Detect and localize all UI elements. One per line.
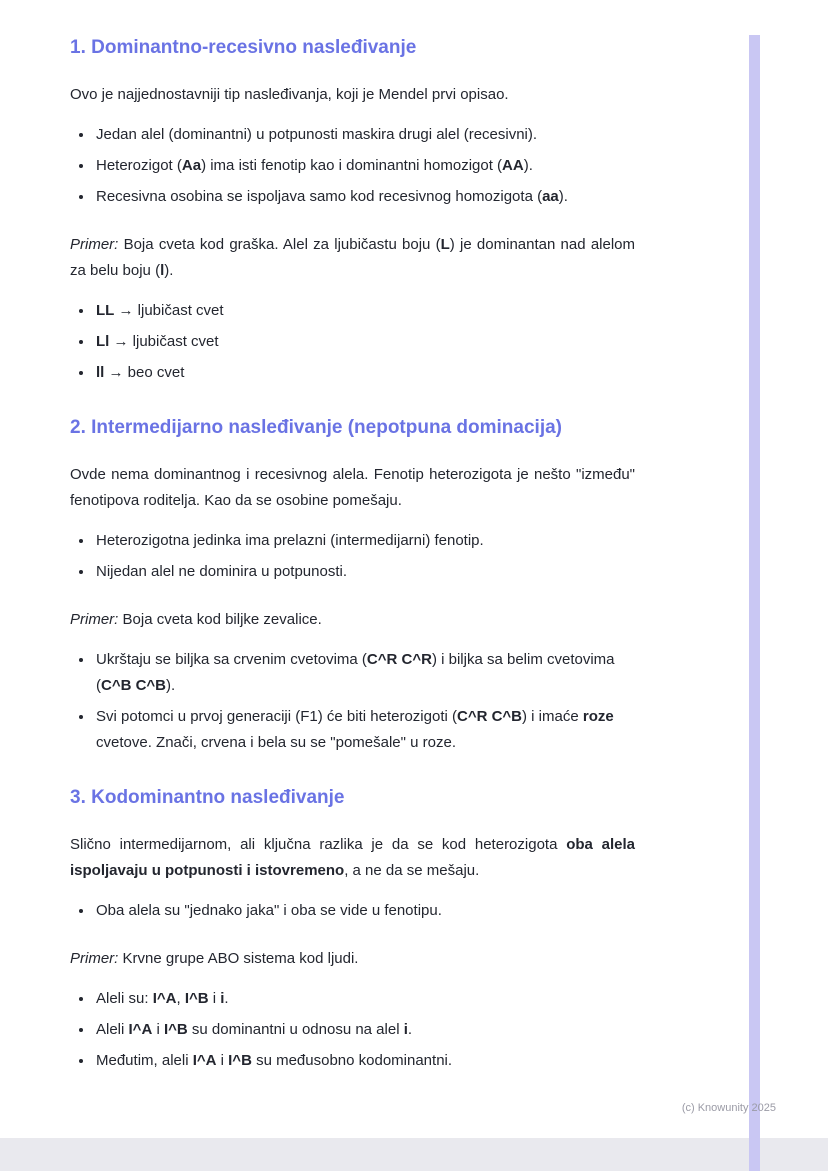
document-content	[70, 36, 635, 1079]
bold-text: l	[160, 262, 165, 279]
list-item	[94, 298, 635, 324]
text-run: , a ne da se mešaju.	[344, 862, 480, 879]
paragraph	[70, 607, 635, 633]
text-run: Oba alela su "jednako jaka" i oba se vide u fenotipu.	[96, 902, 442, 919]
list-item	[94, 986, 635, 1012]
text-run: .	[407, 1021, 413, 1038]
bold-text: I^B	[228, 1052, 252, 1069]
bullet-list	[70, 898, 635, 924]
text-run: ) i biljka sa belim cvetovima (	[96, 651, 615, 694]
text-run: → beo cvet	[104, 364, 185, 381]
paragraph	[70, 832, 635, 884]
bullet-list	[70, 528, 635, 585]
italic-text: Primer:	[70, 950, 119, 967]
bold-text: roze	[582, 708, 614, 725]
text-run: Ukrštaju se biljka sa crvenim cvetovima (	[96, 651, 367, 668]
italic-text: Primer:	[70, 236, 119, 253]
text-run: i	[216, 1052, 229, 1069]
text-run: Heterozigotna jedinka ima prelazni (intermedijarni) fenotip.	[96, 532, 484, 549]
text-run: → ljubičast cvet	[109, 333, 219, 350]
text-run: ).	[558, 188, 568, 205]
section-heading	[70, 36, 635, 60]
text-run: i	[152, 1021, 164, 1038]
text-run: Ovo je najjednostavniji tip nasleđivanja, koji je Mendel prvi opisao.	[70, 86, 509, 103]
text-run: Međutim, aleli	[96, 1052, 193, 1069]
text-run: ) i imaće	[522, 708, 583, 725]
bold-text: Ll	[96, 333, 110, 350]
list-item	[94, 153, 635, 179]
list-item	[94, 360, 635, 386]
text-run: .	[224, 990, 229, 1007]
text-run: ).	[523, 157, 533, 174]
text-run: Heterozigot (	[96, 157, 182, 174]
bold-text: I^A	[152, 990, 177, 1007]
bold-text: L	[440, 236, 450, 253]
text-run: ).	[166, 677, 176, 694]
bold-text: i	[403, 1021, 408, 1038]
text-run: Krvne grupe ABO sistema kod ljudi.	[118, 950, 359, 967]
bullet-list	[70, 122, 635, 210]
text-run: Slično intermedijarnom, ali ključna razlika je da se kod heterozigota	[70, 836, 567, 853]
text-run: Aleli	[96, 1021, 129, 1038]
text-run: → ljubičast cvet	[114, 302, 224, 319]
bold-text: ll	[96, 364, 105, 381]
list-item	[94, 559, 635, 585]
list-item	[94, 704, 635, 756]
bold-text: C^R C^R	[366, 651, 432, 668]
list-item	[94, 184, 635, 210]
bold-text: oba alela ispoljavaju u potpunosti i istovremeno	[70, 836, 635, 879]
text-run: ) je dominantan nad alelom za belu boju (	[70, 236, 636, 279]
list-item	[94, 647, 635, 699]
text-run: Boja cveta kod graška. Alel za ljubičastu boju (	[118, 236, 441, 253]
list-item	[94, 898, 635, 924]
paragraph	[70, 232, 635, 284]
text-run: Ovde nema dominantnog i recesivnog alela. Fenotip heterozigota je nešto "između" fenotipova roditelja. Kao da se osobine pomešaju.	[70, 466, 635, 509]
text-run: cvetove. Znači, crvena i bela su se "pomešale" u roze.	[96, 734, 456, 751]
bold-text: C^R C^B	[456, 708, 523, 725]
section-heading	[70, 786, 635, 810]
text-run: ,	[176, 990, 185, 1007]
text-run: ) ima isti fenotip kao i dominantni homozigot (	[201, 157, 503, 174]
bold-text: I^B	[184, 990, 209, 1007]
text-run: Jedan alel (dominantni) u potpunosti maskira drugi alel (recesivni).	[96, 126, 538, 143]
text-run: su dominantni u odnosu na alel	[187, 1021, 404, 1038]
paragraph	[70, 946, 635, 972]
text-run: su međusobno kodominantni.	[251, 1052, 453, 1069]
page-edge-ribbon	[749, 35, 760, 1171]
text-run: Nijedan alel ne dominira u potpunosti.	[96, 563, 347, 580]
text-run: Aleli su:	[96, 990, 153, 1007]
page-break-gap	[0, 1138, 828, 1171]
italic-text: Primer:	[70, 611, 119, 628]
section-heading	[70, 416, 635, 440]
text-run: 1. Dominantno-recesivno nasleđivanje	[70, 37, 417, 58]
list-item	[94, 528, 635, 554]
list-item	[94, 1017, 635, 1043]
bold-text: LL	[96, 302, 115, 319]
list-item	[94, 122, 635, 148]
list-item	[94, 329, 635, 355]
text-run: Recesivna osobina se ispoljava samo kod recesivnog homozigota (	[96, 188, 543, 205]
copyright-watermark: (c) Knowunity 2025	[681, 1102, 776, 1114]
bold-text: aa	[542, 188, 559, 205]
text-run: Svi potomci u prvoj generaciji (F1) će biti heterozigoti (	[96, 708, 457, 725]
bullet-list	[70, 986, 635, 1074]
text-run: 2. Intermedijarno nasleđivanje (nepotpuna dominacija)	[70, 417, 562, 438]
bold-text: AA	[502, 157, 524, 174]
bullet-list	[70, 298, 635, 386]
bold-text: I^B	[163, 1021, 188, 1038]
list-item	[94, 1048, 635, 1074]
bold-text: i	[220, 990, 225, 1007]
bold-text: I^A	[128, 1021, 153, 1038]
paragraph	[70, 462, 635, 514]
text-run: Boja cveta kod biljke zevalice.	[118, 611, 322, 628]
bold-text: I^A	[192, 1052, 217, 1069]
paragraph	[70, 82, 635, 108]
bold-text: Aa	[181, 157, 202, 174]
text-run: 3. Kodominantno nasleđivanje	[70, 787, 345, 808]
bold-text: C^B C^B	[101, 677, 167, 694]
text-run: ).	[164, 262, 174, 279]
text-run: i	[208, 990, 221, 1007]
bullet-list	[70, 647, 635, 756]
